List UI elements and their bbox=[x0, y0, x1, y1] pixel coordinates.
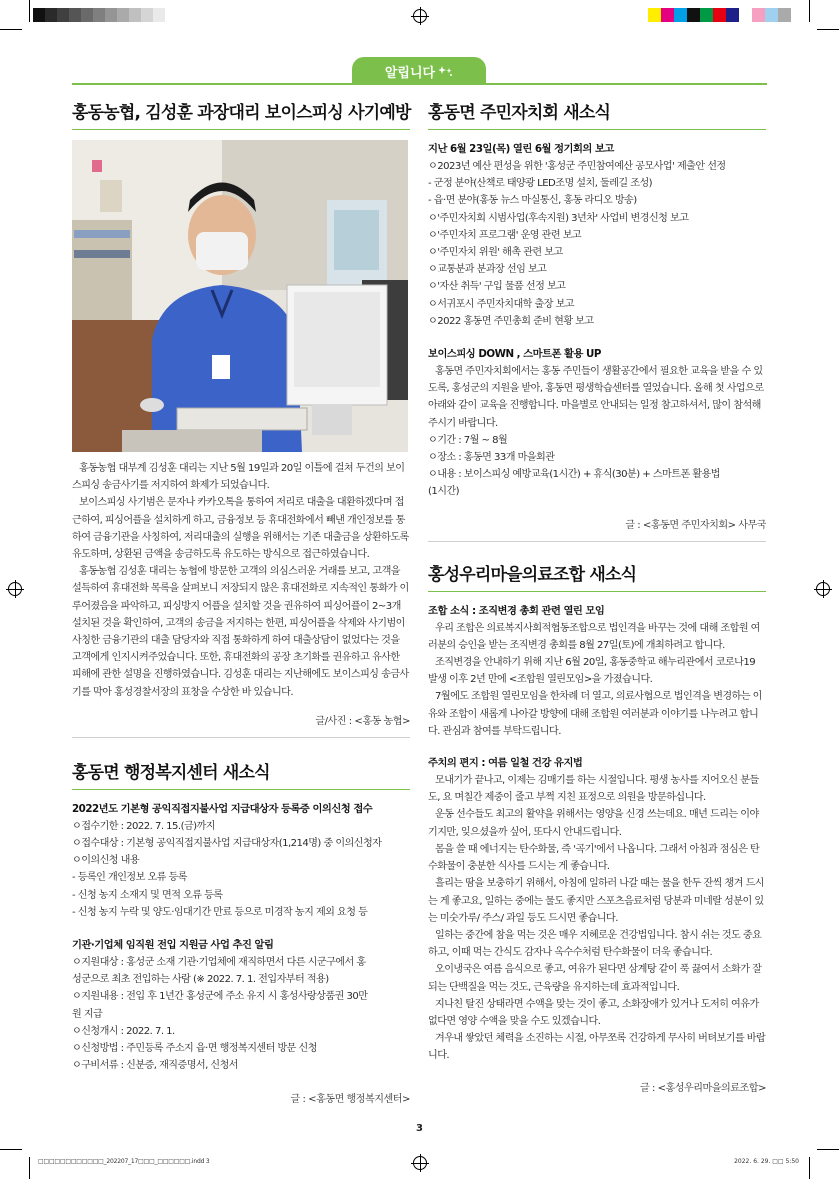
color-swatch bbox=[752, 8, 765, 22]
crop-mark bbox=[29, 0, 30, 22]
color-swatch bbox=[57, 8, 69, 22]
report-list bbox=[428, 158, 766, 330]
color-bar-process bbox=[648, 8, 791, 22]
color-bar-grayscale bbox=[33, 8, 165, 22]
subheading: 기관·기업체 임직원 전입 지원금 사업 추진 알림 bbox=[72, 939, 274, 952]
list-item: ㅇ장소 : 홍동면 33개 마을회관 bbox=[428, 452, 555, 464]
crop-mark bbox=[809, 1157, 810, 1179]
list-item: - 등록인 개인정보 오류 등록 bbox=[72, 872, 187, 884]
color-swatch bbox=[765, 8, 778, 22]
article-credit: 글 : <홍동면 행정복지센터> bbox=[290, 1094, 410, 1106]
color-swatch bbox=[648, 8, 661, 22]
schedule-list bbox=[428, 432, 766, 501]
color-swatch bbox=[700, 8, 713, 22]
registration-mark-right bbox=[816, 582, 830, 596]
crop-mark bbox=[817, 1149, 839, 1150]
list-item: (1시간) bbox=[428, 486, 460, 498]
subheading: 주치의 편지 : 여름 일철 건강 유지법 bbox=[428, 757, 583, 770]
color-swatch bbox=[726, 8, 739, 22]
crop-mark bbox=[817, 29, 839, 30]
crop-mark bbox=[809, 0, 810, 22]
color-swatch bbox=[661, 8, 674, 22]
list-item: ㅇ지원대상 : 홍성군 소재 기관·기업체에 재직하면서 다른 시군구에서 홍 bbox=[72, 957, 366, 969]
article-paragraph: 모내기가 끝나고, 이제는 김매기를 하는 시절입니다. 평생 농사를 지어오신 분들도, 요 며칠간 제중이 줄고 부쩍 지친 표정으로 의원을 방문하십니다. bbox=[428, 775, 759, 804]
article-paragraph: 7월에도 조합원 열린모임을 한차례 더 열고, 의료사협으로 법인격을 변경하는 이유와 조합이 새롭게 나아갈 방향에 대해 조합원 여러분과 이야기를 나누려고 합니다. 관심과 참여를 부탁드립니다. bbox=[428, 691, 762, 737]
list-item: ㅇ지원내용 : 전입 후 1년간 홍성군에 주소 유지 시 홍성사랑상품권 30만 bbox=[72, 991, 368, 1003]
divider bbox=[428, 541, 766, 542]
file-slug: □□□□□□□□□□□□_202207_17□□□_□□□□□□.indd 3 bbox=[38, 1158, 210, 1165]
article-paragraph: 홍동면 주민자치회에서는 홍동 주민들이 생활공간에서 필요한 교육을 받을 수 있도록, 홍성군의 지원을 받아, 홍동면 평생학습센터를 열었습니다. 올해 첫 사업으로 아래와 같이 교육을 진행합니다. 마을별로 안내되는 일정 참고하셔서, 많이 참석해 주시기 바랍니다. bbox=[428, 366, 764, 429]
color-swatch bbox=[141, 8, 153, 22]
color-swatch bbox=[105, 8, 117, 22]
article-paragraph: 일하는 중간에 참을 먹는 것은 매우 지혜로운 건강법입니다. 참시 쉬는 것도 중요하고, 이때 먹는 간식도 감자나 옥수수처럼 탄수화물이 더욱 좋습니다. bbox=[428, 929, 762, 959]
subheading: 지난 6월 23일(목) 열린 6월 정기회의 보고 bbox=[428, 143, 614, 155]
color-swatch bbox=[153, 8, 165, 22]
list-item: ㅇ교통분과 분과장 선임 보고 bbox=[428, 264, 547, 276]
article-title-welfare-center: 홍동면 행정복지센터 새소식 bbox=[72, 758, 410, 790]
list-item: ㅇ2023년 예산 편성을 위한 '홍성군 주민참여예산 공모사업' 제출안 선정 bbox=[428, 161, 726, 172]
color-swatch bbox=[33, 8, 45, 22]
article-title-medical-coop: 홍성우리마을의료조합 새소식 bbox=[428, 560, 766, 592]
list-item: ㅇ접수기한 : 2022. 7. 15.(금)까지 bbox=[72, 820, 215, 832]
article-title-nonghyup: 홍동농협, 김성훈 과장대리 보이스피싱 사기예방 bbox=[72, 98, 410, 130]
article-paragraph: 겨우내 쌓았던 체력을 소진하는 시절, 아무쪼록 건강하게 무사히 버텨보기를 바랍니다. bbox=[428, 1033, 766, 1062]
article-paragraph: 보이스피싱 사기범은 문자나 카카오톡을 통하여 저리로 대출을 대환하겠다며 접근하여, 피싱어플을 설치하게 하고, 금융정보 등 휴대전화에서 빼낸 개인정보를 통하여 금융기관을 사칭하여, 저리대출의 실행을 위해서는 기존 대출금을 상환하도록 유도하며, 상환된 금액을 송금하도록 유도하는 방식으로 접근하였습니다. bbox=[72, 497, 409, 561]
color-swatch bbox=[713, 8, 726, 22]
date-slug: 2022. 6. 29. □□ 5:50 bbox=[734, 1158, 799, 1165]
subheading: 보이스피싱 DOWN , 스마트폰 활용 UP bbox=[428, 348, 601, 361]
article-paragraph: 몸을 쓸 때 에너지는 탄수화물, 즉 '곡기'에서 나옵니다. 그래서 아침과 점심은 탄수화물이 충분한 식사를 드시는 게 좋습니다. bbox=[428, 843, 760, 873]
registration-mark-top bbox=[413, 9, 427, 23]
photo-clerk-at-desk bbox=[72, 140, 408, 452]
color-swatch bbox=[129, 8, 141, 22]
list-item: - 읍·면 분야(홍동 뉴스 마실통신, 홍동 라디오 방송) bbox=[428, 195, 637, 207]
color-swatch bbox=[778, 8, 791, 22]
color-swatch bbox=[739, 8, 752, 22]
divider bbox=[72, 737, 410, 738]
right-column bbox=[428, 92, 766, 1094]
article-paragraph: 홍동농협 김성훈 대리는 농협에 방문한 고객의 의심스러운 거래를 보고, 고객을 설득하여 휴대전화 목록을 살펴보니 저장되지 않은 휴대전화로 지속적인 통화가 이루어졌음을 파악하고, 피싱방지 어플을 설치할 것을 권유하여 피싱어플이 2~3개 설치된 것을 확인하여, 고객의 송금을 저지하는 한편, 피싱어플을 삭제와 사기범이 사칭한 금융기관의 대출 담당자와 직접 통화하게 하여 대출상담이 없었다는 것을 고객에게 인지시켜주었습니다. 또한, 휴대전화의 공장 초기화를 권유하고 유사한 피해에 관한 설명을 진행하였습니다. 김성훈 대리는 지난해에도 보이스피싱 송금사기를 막아 홍성경찰서장의 표창을 수상한 바 있습니다. bbox=[72, 566, 409, 698]
article-title-residents-council: 홍동면 주민자치회 새소식 bbox=[428, 98, 766, 130]
crop-mark bbox=[0, 29, 22, 30]
article-credit: 글 : <홍동면 주민자치회> 사무국 bbox=[625, 519, 766, 531]
article-paragraph: 지나친 탈진 상태라면 수액을 맞는 것이 좋고, 소화장애가 있거나 도저히 여유가 없다면 영양 수액을 맞을 수도 있겠습니다. bbox=[428, 998, 759, 1027]
article-paragraph: 조직변경을 안내하기 위해 지난 6월 20일, 홍동중학교 해누리관에서 코로나19 발생 이후 2년 만에 <조합원 열린모임>을 가졌습니다. bbox=[428, 657, 756, 686]
crop-mark bbox=[29, 1157, 30, 1179]
list-item: ㅇ내용 : 보이스피싱 예방교육(1시간) + 휴식(30분) + 스마트폰 활용법 bbox=[428, 469, 720, 481]
list-item: ㅇ신청개시 : 2022. 7. 1. bbox=[72, 1025, 175, 1037]
registration-mark-bottom bbox=[413, 1156, 427, 1170]
color-swatch bbox=[93, 8, 105, 22]
list-item: ㅇ서귀포시 주민자치대학 출장 보고 bbox=[428, 298, 574, 310]
list-item: ㅇ구비서류 : 신분증, 재직증명서, 신청서 bbox=[72, 1060, 239, 1072]
left-column bbox=[72, 92, 410, 1105]
article-paragraph: 흘리는 땀을 보충하기 위해서, 아침에 일하러 나갈 때는 물을 한두 잔씩 챙겨 드시는 게 좋고요, 일하는 중에는 물도 좋지만 스포츠음료처럼 당분과 미네랄 성분이 있는 미숫가루/ 주스/ 과일 등도 드시면 좋습니다. bbox=[428, 878, 764, 924]
list-item: ㅇ'주민자치 프로그램' 운영 관련 보고 bbox=[428, 229, 582, 241]
subheading: 2022년도 기본형 공익직접지불사업 지급대상자 등록증 이의신청 접수 bbox=[72, 802, 373, 815]
color-swatch bbox=[117, 8, 129, 22]
section-tab-label: 알립니다 bbox=[384, 65, 436, 81]
article-paragraph: 홍동농협 대부계 김성훈 대리는 지난 5월 19일과 20일 이틀에 걸쳐 두건의 보이스피싱 송금사기를 저지하여 화제가 되었습니다. bbox=[72, 463, 405, 492]
color-swatch bbox=[69, 8, 81, 22]
page-number: 3 bbox=[416, 1123, 423, 1134]
article-credit: 글/사진 : <홍동 농협> bbox=[315, 715, 410, 727]
subheading: 조합 소식 : 조직변경 총회 관련 열린 모임 bbox=[428, 604, 605, 617]
list-item: ㅇ기간 : 7월 ~ 8월 bbox=[428, 434, 508, 446]
list-item: ㅇ'주민자치 위원' 해촉 관련 보고 bbox=[428, 247, 563, 259]
color-swatch bbox=[81, 8, 93, 22]
notice-list bbox=[72, 954, 410, 1074]
article-paragraph: 우리 조합은 의료복지사회적협동조합으로 법인격을 바꾸는 것에 대해 조합원 여러분의 승인을 받는 조직변경 총회를 8월 27일(토)에 개최하려고 합니다. bbox=[428, 622, 760, 651]
list-item: ㅇ'자산 취득' 구입 물품 선정 보고 bbox=[428, 281, 566, 293]
notice-list bbox=[72, 818, 410, 921]
section-tab bbox=[352, 57, 486, 85]
list-item: - 신청 농지 누락 및 양도·임대기간 만료 등으로 미경작 농지 제외 요청 등 bbox=[72, 906, 368, 918]
article-credit: 글 : <홍성우리마을의료조합> bbox=[640, 1082, 766, 1094]
color-swatch bbox=[687, 8, 700, 22]
list-item: 원 지급 bbox=[72, 1008, 103, 1020]
article-paragraph: 운동 선수들도 최고의 활약을 위해서는 영양을 신경 쓰는데요. 매년 드리는 이야기지만, 잊으셨을까 싶어, 또다시 안내드립니다. bbox=[428, 809, 759, 838]
list-item: 성군으로 최초 전입하는 사람 (※ 2022. 7. 1. 전입자부터 적용) bbox=[72, 974, 329, 986]
article-paragraph: 오이냉국은 여름 음식으로 좋고, 여유가 된다면 삼계탕 같이 푹 끓여서 소화가 잘 되는 단백질을 먹는 것도, 근육량을 유지하는데 효과적입니다. bbox=[428, 964, 762, 993]
crop-mark bbox=[0, 1149, 22, 1150]
list-item: ㅇ'주민자치회 시범사업(후속지원) 3년차' 사업비 변경신청 보고 bbox=[428, 212, 689, 224]
list-item: ㅇ신청방법 : 주민등록 주소지 읍·면 행정복지센터 방문 신청 bbox=[72, 1043, 317, 1055]
color-swatch bbox=[674, 8, 687, 22]
sparkle-icon bbox=[439, 65, 453, 77]
list-item: ㅇ이의신청 내용 bbox=[72, 855, 140, 867]
registration-mark-left bbox=[8, 582, 22, 596]
list-item: ㅇ접수대상 : 기본형 공익직접지불사업 지급대상자(1,214명) 중 이의신청자 bbox=[72, 838, 382, 850]
color-swatch bbox=[45, 8, 57, 22]
photo-illustration bbox=[72, 140, 408, 452]
list-item: ㅇ2022 홍동면 주민총회 준비 현황 보고 bbox=[428, 315, 594, 327]
list-item: - 신청 농지 소재지 및 면적 오류 등록 bbox=[72, 889, 223, 901]
list-item: - 군정 분야(산책로 태양광 LED조명 설치, 둘레길 조성) bbox=[428, 178, 653, 190]
